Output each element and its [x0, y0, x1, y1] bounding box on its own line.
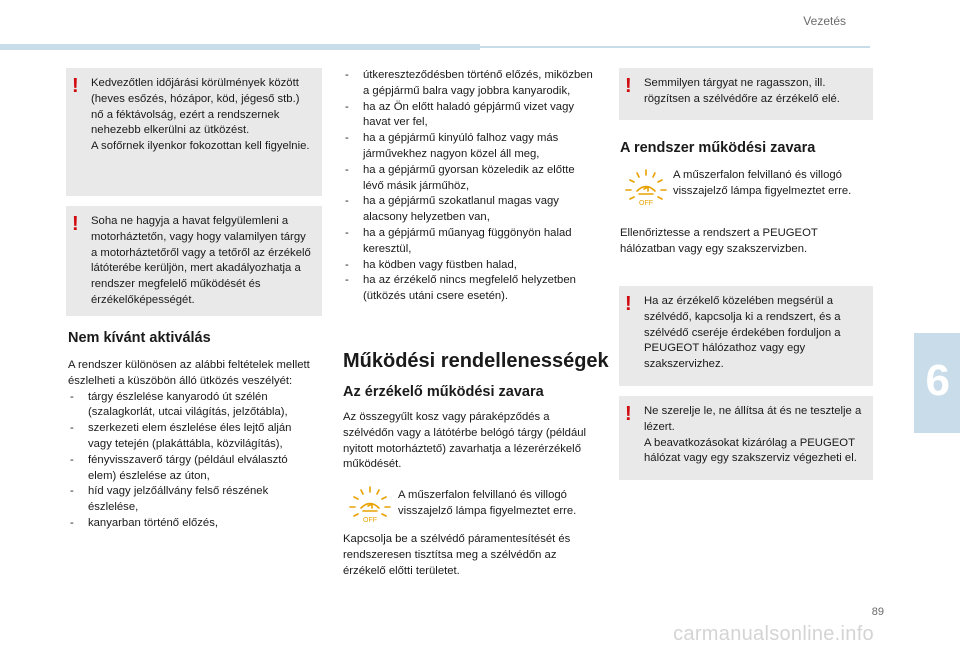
warning-text: Soha ne hagyja a havat felgyülemleni a motorháztetőn, vagy hogy valamilyen tárgy a motorháztetőről vagy a tetőről az érzékelő látóterébe kerüljön, mert akadályozhatja a rendszer megfelelő működését és érzékelőképességét.: [91, 215, 311, 306]
list-item: - ha a gépjármű szokatlanul magas vagy alacsony helyzetben van,: [343, 194, 593, 226]
heading-system-malfunction: A rendszer működési zavara: [620, 140, 816, 156]
header-accent-line: [480, 46, 870, 48]
condition-list-continued: [343, 68, 593, 305]
watermark: carmanualsonline.info: [673, 623, 874, 645]
list-item: - tárgy észlelése kanyarodó út szélén (szalagkorlát, utcai világítás, jelzőtábla),: [68, 390, 318, 422]
warning-box-snow: [66, 206, 322, 316]
warning-box-laser: [619, 396, 873, 480]
condition-list: [343, 68, 593, 305]
warning-box-windscreen-damage: [619, 286, 873, 386]
lamp-off-label: OFF: [363, 517, 377, 524]
warning-text: Ha az érzékelő közelében megsérül a szélvédő, kapcsolja ki a rendszert, és a szélvédő cseréje érdekében forduljon a PEUGEOT hálózathoz vagy egy szakszervizhez.: [644, 295, 841, 371]
list-item: - kanyarban történő előzés,: [68, 516, 318, 532]
defog-instruction: Kapcsolja be a szélvédő páramentesítését és rendszeresen tisztítsa meg a szélvédőn az érzékelő előtti területet.: [343, 533, 571, 577]
list-item: - szerkezeti elem észlelése éles lejtő alján vagy tetején (plakáttábla, közvilágítás),: [68, 421, 318, 453]
warning-text: Kedvezőtlen időjárási körülmények között (heves esőzés, hózápor, köd, jégeső stb.) nő a féktávolság, ezért a rendszernek nehezebb elkerülni az ütközést. A sofőrnek ilyenkor fokozottan kell figyelnie.: [91, 77, 310, 153]
list-item: - ha az érzékelő nincs megfelelő helyzetben (ütközés utáni csere esetén).: [343, 273, 593, 305]
warning-icon: !: [72, 213, 79, 235]
warning-text: Ne szerelje le, ne állítsa át és ne tesztelje a lézert. A beavatkozásokat kizárólag a PEUGEOT hálózat vagy egy szakszerviz végezheti el.: [644, 405, 862, 465]
warning-box-no-objects: [619, 68, 873, 120]
header-accent-bar: [0, 44, 480, 50]
page-number: 89: [871, 606, 884, 618]
lamp-description: A műszerfalon felvillanó és villogó visszajelző lámpa figyelmeztet erre.: [398, 489, 577, 517]
check-system-instruction: Ellenőriztesse a rendszert a PEUGEOT hálózatban vagy egy szakszervizben.: [620, 227, 818, 255]
heading-sensor-malfunction: Az érzékelő működési zavara: [343, 384, 544, 400]
warning-icon: !: [625, 75, 632, 97]
warning-text: Semmilyen tárgyat ne ragasszon, ill. rögzítsen a szélvédőre az érzékelő elé.: [644, 77, 840, 105]
warning-icon: !: [625, 293, 632, 315]
unwanted-activation-body: [68, 358, 318, 532]
chapter-number: 6: [925, 356, 950, 405]
warning-icon: !: [625, 403, 632, 425]
list-item: - ha a gépjármű gyorsan közeledik az előtte lévő másik járműhöz,: [343, 163, 593, 195]
lamp-off-label: OFF: [639, 200, 653, 207]
list-item: - ha a gépjármű kinyúló falhoz vagy más járművekhez nagyon közel áll meg,: [343, 131, 593, 163]
list-item: - ha a gépjármű műanyag függönyön halad keresztül,: [343, 226, 593, 258]
system-warning-lamp-icon: [622, 167, 670, 215]
heading-unwanted-activation: Nem kívánt aktiválás: [68, 330, 211, 346]
list-item: - útkereszteződésben történő előzés, miközben a gépjármű balra vagy jobbra kanyarodik,: [343, 68, 593, 100]
heading-malfunctions: Működési rendellenességek: [343, 350, 609, 372]
sensor-warning-lamp-icon: [346, 484, 394, 532]
condition-list: [68, 390, 318, 532]
list-item: - ha ködben vagy füstben halad,: [343, 258, 593, 274]
warning-box-weather: [66, 68, 322, 196]
list-item: - híd vagy jelzőállvány felső részének észlelése,: [68, 484, 318, 516]
list-item: - ha az Ön előtt haladó gépjármű vizet vagy havat ver fel,: [343, 100, 593, 132]
sensor-malfunction-text: Az összegyűlt kosz vagy páraképződés a szélvédőn vagy a látótérbe belógó tárgy (például nyitott motorháztető) zavarhatja a lézerérzékelő működését.: [343, 411, 587, 471]
list-item: - fényvisszaverő tárgy (például elválasztó elem) észlelése az úton,: [68, 453, 318, 485]
section-title: Vezetés: [803, 14, 846, 28]
warning-icon: !: [72, 75, 79, 97]
intro-text: A rendszer különösen az alábbi feltételek mellett észlelheti a küszöbön álló ütközés veszélyét:: [68, 359, 310, 387]
lamp-description: A műszerfalon felvillanó és villogó visszajelző lámpa figyelmeztet erre.: [673, 169, 852, 197]
